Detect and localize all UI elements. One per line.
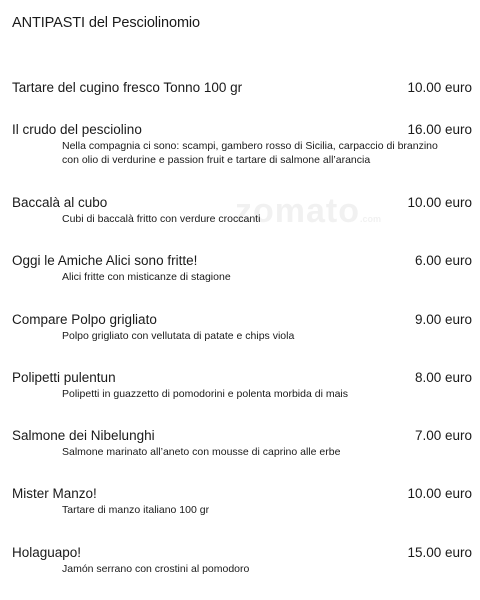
item-description: Alici fritte con misticanze di stagione xyxy=(62,271,231,283)
watermark-text: zomato xyxy=(235,192,360,230)
item-price: 15.00 euro xyxy=(407,545,472,560)
item-price: 10.00 euro xyxy=(407,195,472,210)
item-name: Baccalà al cubo xyxy=(12,195,108,210)
item-name: Compare Polpo grigliato xyxy=(12,312,157,327)
item-price: 10.00 euro xyxy=(407,80,472,95)
item-name: Holaguapo! xyxy=(12,545,82,560)
item-description: Jamón serrano con crostini al pomodoro xyxy=(62,563,250,575)
item-name: Mister Manzo! xyxy=(12,486,97,501)
menu-title: ANTIPASTI del Pesciolinomio xyxy=(12,15,201,31)
item-price: 6.00 euro xyxy=(414,253,472,268)
watermark-suffix: .com xyxy=(360,214,382,224)
item-name: Salmone dei Nibelunghi xyxy=(12,428,155,443)
item-description: Salmone marinato all’aneto con mousse di caprino alle erbe xyxy=(62,446,341,458)
item-description: Cubi di baccalà fritto con verdure croccanti xyxy=(62,213,261,225)
item-description: Nella compagnia ci sono: scampi, gambero rosso di Sicilia, carpaccio di branzino con olio di verdurine e passion fruit e tartare di salmone all’arancia xyxy=(62,140,438,166)
item-price: 8.00 euro xyxy=(414,370,472,385)
item-description: Tartare di manzo italiano 100 gr xyxy=(62,504,210,516)
item-price: 7.00 euro xyxy=(414,428,472,443)
item-name: Polipetti pulentun xyxy=(12,370,116,385)
item-name: Tartare del cugino fresco Tonno 100 gr xyxy=(12,80,243,95)
item-price: 9.00 euro xyxy=(414,312,472,327)
item-price: 10.00 euro xyxy=(407,486,472,501)
item-name: Il crudo del pesciolino xyxy=(12,122,142,137)
item-description: Polipetti in guazzetto di pomodorini e polenta morbida di mais xyxy=(62,388,348,400)
item-price: 16.00 euro xyxy=(407,122,472,137)
item-name: Oggi le Amiche Alici sono fritte! xyxy=(12,253,198,268)
item-description: Polpo grigliato con vellutata di patate e chips viola xyxy=(62,330,295,342)
